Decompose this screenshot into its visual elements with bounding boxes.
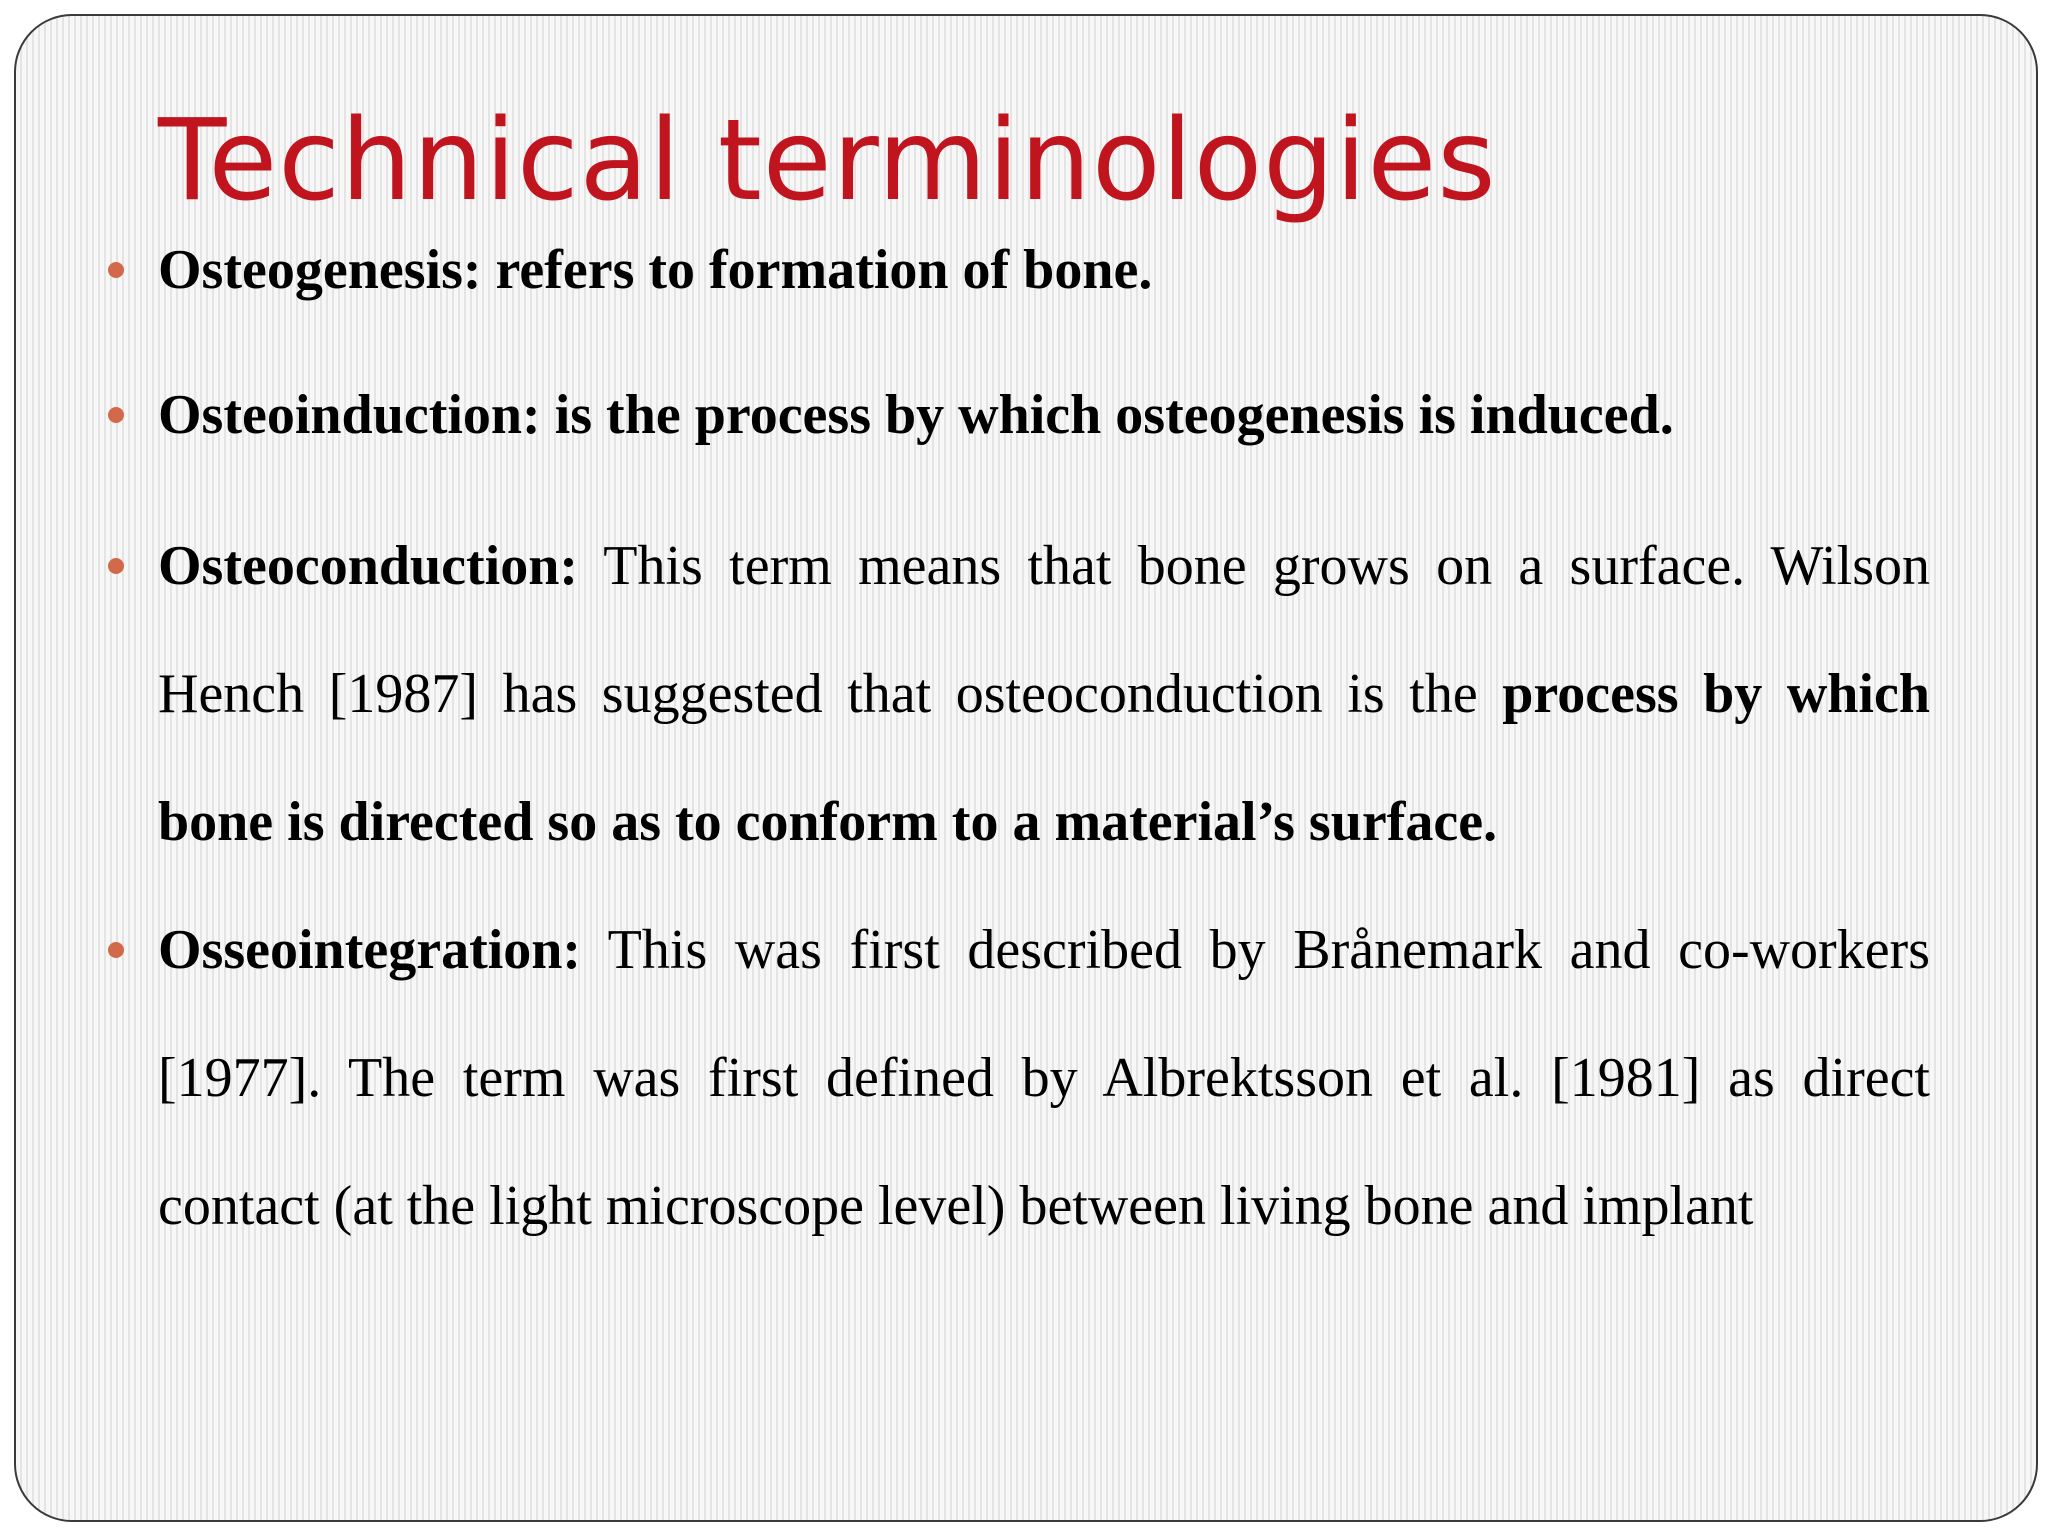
term-definition: is the process by which osteogenesis is induced. bbox=[540, 383, 1674, 446]
term-label: Osteoconduction: bbox=[158, 534, 578, 597]
bullet-item-osteoinduction bbox=[16, 379, 1930, 452]
term-definition: This term means that bone grows on a surface. Wilson Hench [1987] has suggested that osteoconduction is the bbox=[158, 534, 1930, 725]
bullet-dot-icon bbox=[108, 942, 124, 958]
bullet-item-osseointegration bbox=[16, 886, 1930, 1270]
bullet-dot-icon bbox=[108, 262, 124, 278]
bullet-list bbox=[16, 234, 2036, 1270]
bullet-item-osteogenesis bbox=[16, 234, 1930, 307]
term-definition-emphasis: process by which bone is directed so as to conform to a material’s surface. bbox=[158, 662, 1930, 853]
bullet-item-osteoconduction bbox=[16, 502, 1930, 886]
bullet-dot-icon bbox=[108, 558, 124, 574]
term-definition: refers to formation of bone. bbox=[481, 239, 1153, 301]
bullet-dot-icon bbox=[108, 407, 124, 423]
term-definition: This was first described by Brånemark and co-workers [1977]. The term was first defined by Albrektsson et al. [1981] as direct contact (at the light microscope level) between living bone and implant bbox=[158, 918, 1930, 1237]
term-label: Osseointegration: bbox=[158, 918, 582, 981]
term-label: Osteogenesis: bbox=[158, 239, 482, 301]
slide-title: Technical terminologies bbox=[158, 96, 1497, 226]
term-label: Osteoinduction: bbox=[158, 383, 541, 446]
slide-frame bbox=[14, 14, 2038, 1522]
